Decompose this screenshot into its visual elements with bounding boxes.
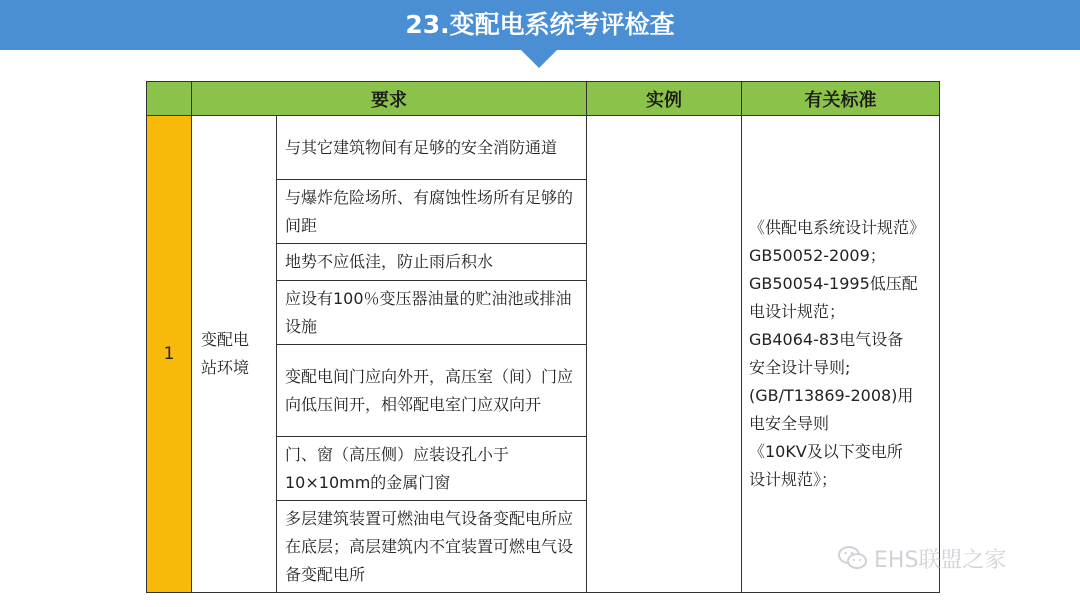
requirement-item: 地势不应低洼，防止雨后积水 (277, 244, 587, 281)
requirement-item: 门、窗（高压侧）应装设孔小于10×10mm的金属门窗 (277, 437, 587, 501)
standard-line: GB4064-83电气设备 (749, 330, 904, 349)
standard-line: (GB/T13869-2008)用 (749, 386, 914, 405)
standard-line: 电设计规范； (749, 302, 846, 321)
header-row (147, 82, 940, 116)
inspection-table (146, 81, 940, 593)
example-cell (587, 116, 742, 593)
title-arrow (521, 50, 557, 68)
wechat-icon (838, 545, 868, 571)
requirement-item: 变配电间门应向外开，高压室（间）门应向低压间开，相邻配电室门应双向开 (277, 345, 587, 437)
standard-line: GB50052-2009； (749, 246, 886, 265)
requirement-item: 与其它建筑物间有足够的安全消防通道 (277, 116, 587, 180)
requirement-item: 应设有100％变压器油量的贮油池或排油设施 (277, 281, 587, 345)
requirement-item: 与爆炸危险场所、有腐蚀性场所有足够的间距 (277, 180, 587, 244)
standard-line: 电安全导则 (749, 414, 830, 433)
requirement-item: 多层建筑装置可燃油电气设备变配电所应在底层；高层建筑内不宜装置可燃电气设备变配电所 (277, 501, 587, 593)
category-line-1: 变配电 (201, 330, 250, 349)
watermark-text: EHS联盟之家 (874, 547, 1007, 573)
standards-cell (742, 116, 940, 593)
standard-line: 设计规范》； (749, 470, 838, 489)
standard-line: 安全设计导则; (749, 358, 851, 377)
header-requirement: 要求 (192, 82, 587, 116)
row-number: 1 (147, 116, 192, 593)
page-title: 23.变配电系统考评检查 (405, 10, 675, 39)
header-num (147, 82, 192, 116)
standard-line: GB50054-1995低压配 (749, 274, 918, 293)
header-example: 实例 (587, 82, 742, 116)
watermark (838, 543, 1006, 573)
standard-line: 《供配电系统设计规范》 (749, 218, 926, 237)
category-cell (192, 116, 277, 593)
standard-line: 《10KV及以下变电所 (749, 442, 903, 461)
table-row (147, 116, 940, 180)
category-line-2: 站环境 (201, 358, 250, 377)
header-standard: 有关标准 (742, 82, 940, 116)
